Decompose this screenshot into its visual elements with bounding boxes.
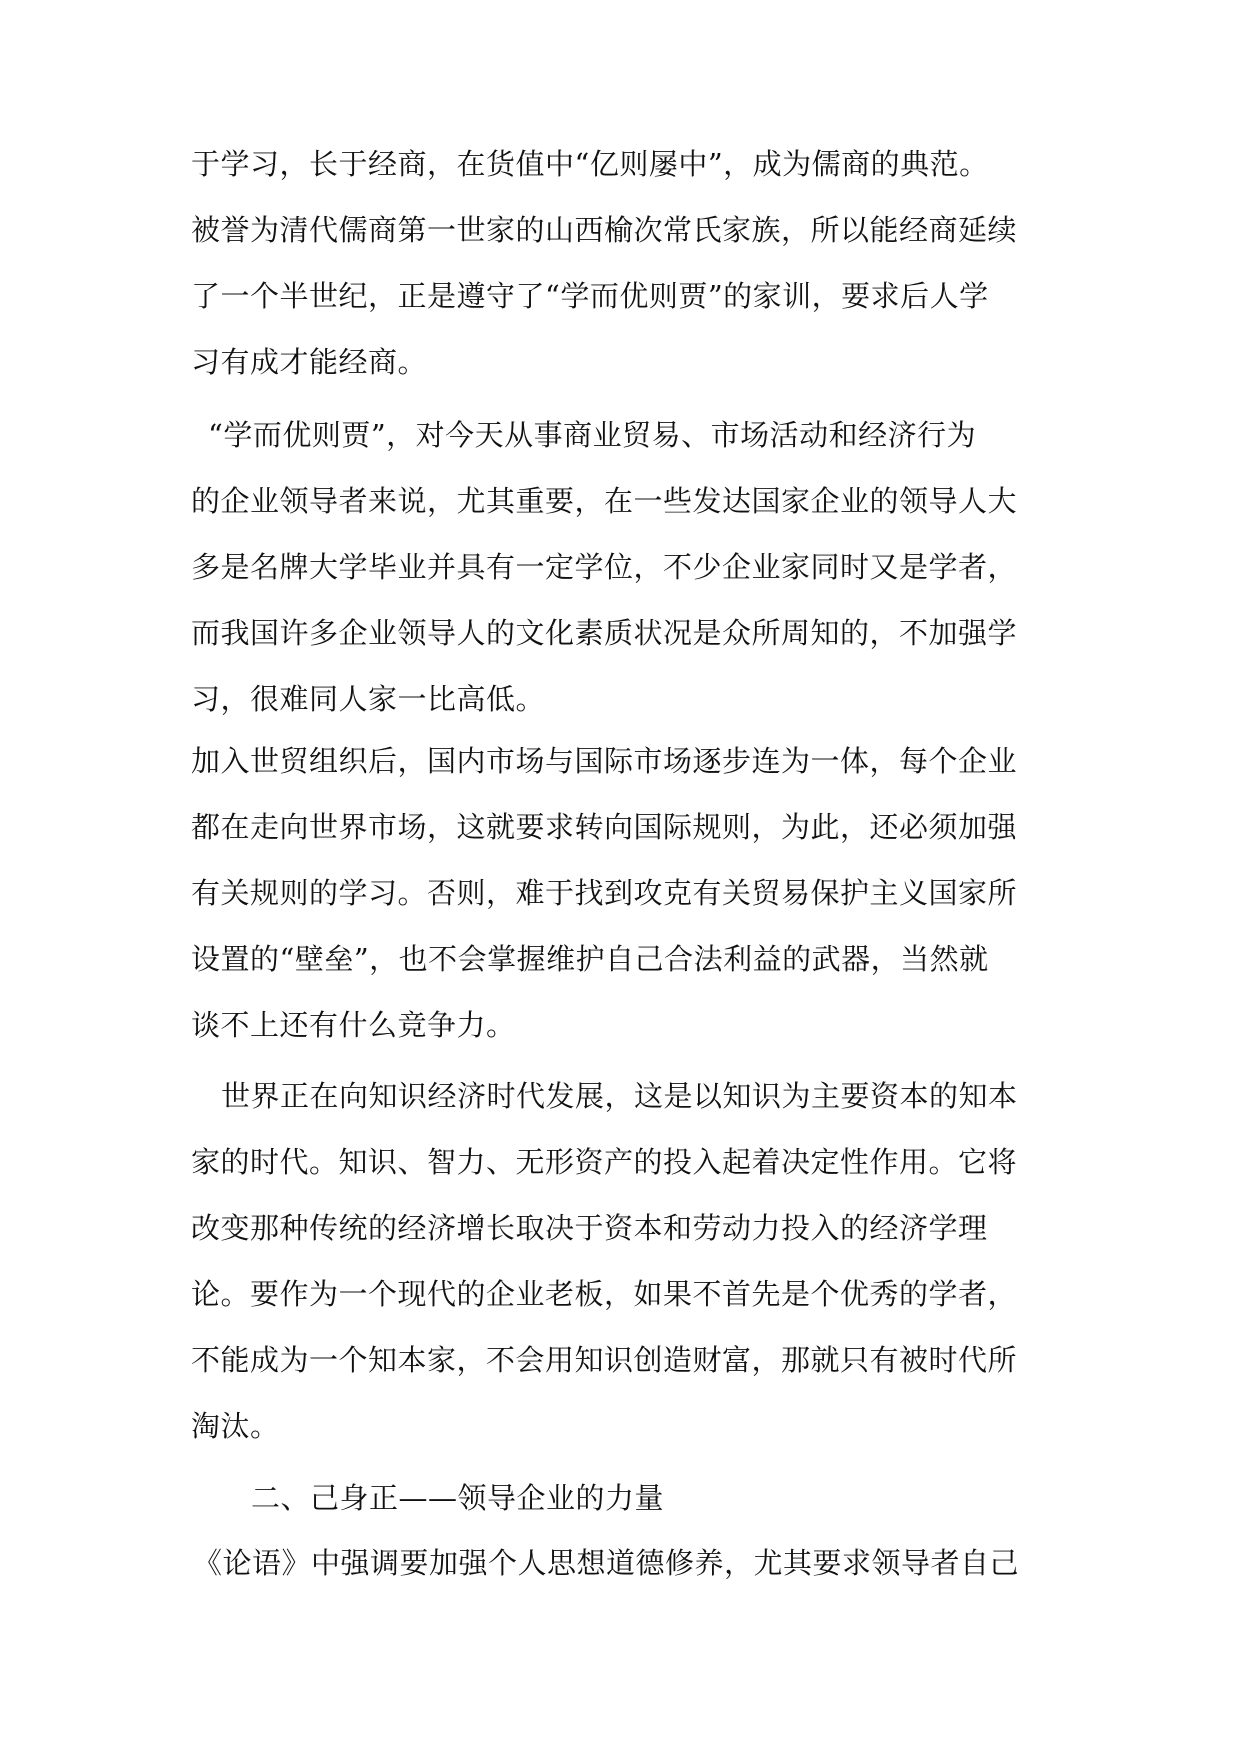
- text-line: 《论语》中强调要加强个人思想道德修养，尤其要求领导者自己: [193, 1546, 1020, 1580]
- text-line: 加入世贸组织后，国内市场与国际市场逐步连为一体，每个企业: [191, 744, 1018, 778]
- text-line: 都在走向世界市场，这就要求转向国际规则，为此，还必须加强: [191, 810, 1018, 844]
- text-line: 的企业领导者来说，尤其重要，在一些发达国家企业的领导人大: [191, 484, 1018, 518]
- text-line: 习，很难同人家一比高低。: [191, 682, 546, 716]
- text-line: 于学习，长于经商，在货值中“亿则屡中”，成为儒商的典范。: [191, 147, 989, 181]
- text-line: 淘汰。: [191, 1409, 280, 1443]
- text-line: 设置的“壁垒”，也不会掌握维护自己合法利益的武器，当然就: [191, 942, 989, 976]
- text-line: 被誉为清代儒商第一世家的山西榆次常氏家族，所以能经商延续: [191, 213, 1018, 247]
- text-line: 有关规则的学习。否则，难于找到攻克有关贸易保护主义国家所: [191, 876, 1018, 910]
- text-line: 家的时代。知识、智力、无形资产的投入起着决定性作用。它将: [191, 1145, 1018, 1179]
- text-line: 不能成为一个知本家，不会用知识创造财富，那就只有被时代所: [191, 1343, 1018, 1377]
- text-line: 世界正在向知识经济时代发展，这是以知识为主要资本的知本: [221, 1079, 1018, 1113]
- text-line: 习有成才能经商。: [191, 345, 428, 379]
- section-heading: 二、己身正——领导企业的力量: [251, 1481, 665, 1515]
- text-line: 谈不上还有什么竞争力。: [191, 1008, 516, 1042]
- text-line: 多是名牌大学毕业并具有一定学位，不少企业家同时又是学者，: [191, 550, 1018, 584]
- text-line: 改变那种传统的经济增长取决于资本和劳动力投入的经济学理: [191, 1211, 988, 1245]
- text-line: 而我国许多企业领导人的文化素质状况是众所周知的，不加强学: [191, 616, 1018, 650]
- text-line: 论。要作为一个现代的企业老板，如果不首先是个优秀的学者，: [191, 1277, 1018, 1311]
- text-line: “学而优则贾”，对今天从事商业贸易、市场活动和经济行为: [208, 418, 977, 452]
- text-line: 了一个半世纪，正是遵守了“学而优则贾”的家训，要求后人学: [191, 279, 989, 313]
